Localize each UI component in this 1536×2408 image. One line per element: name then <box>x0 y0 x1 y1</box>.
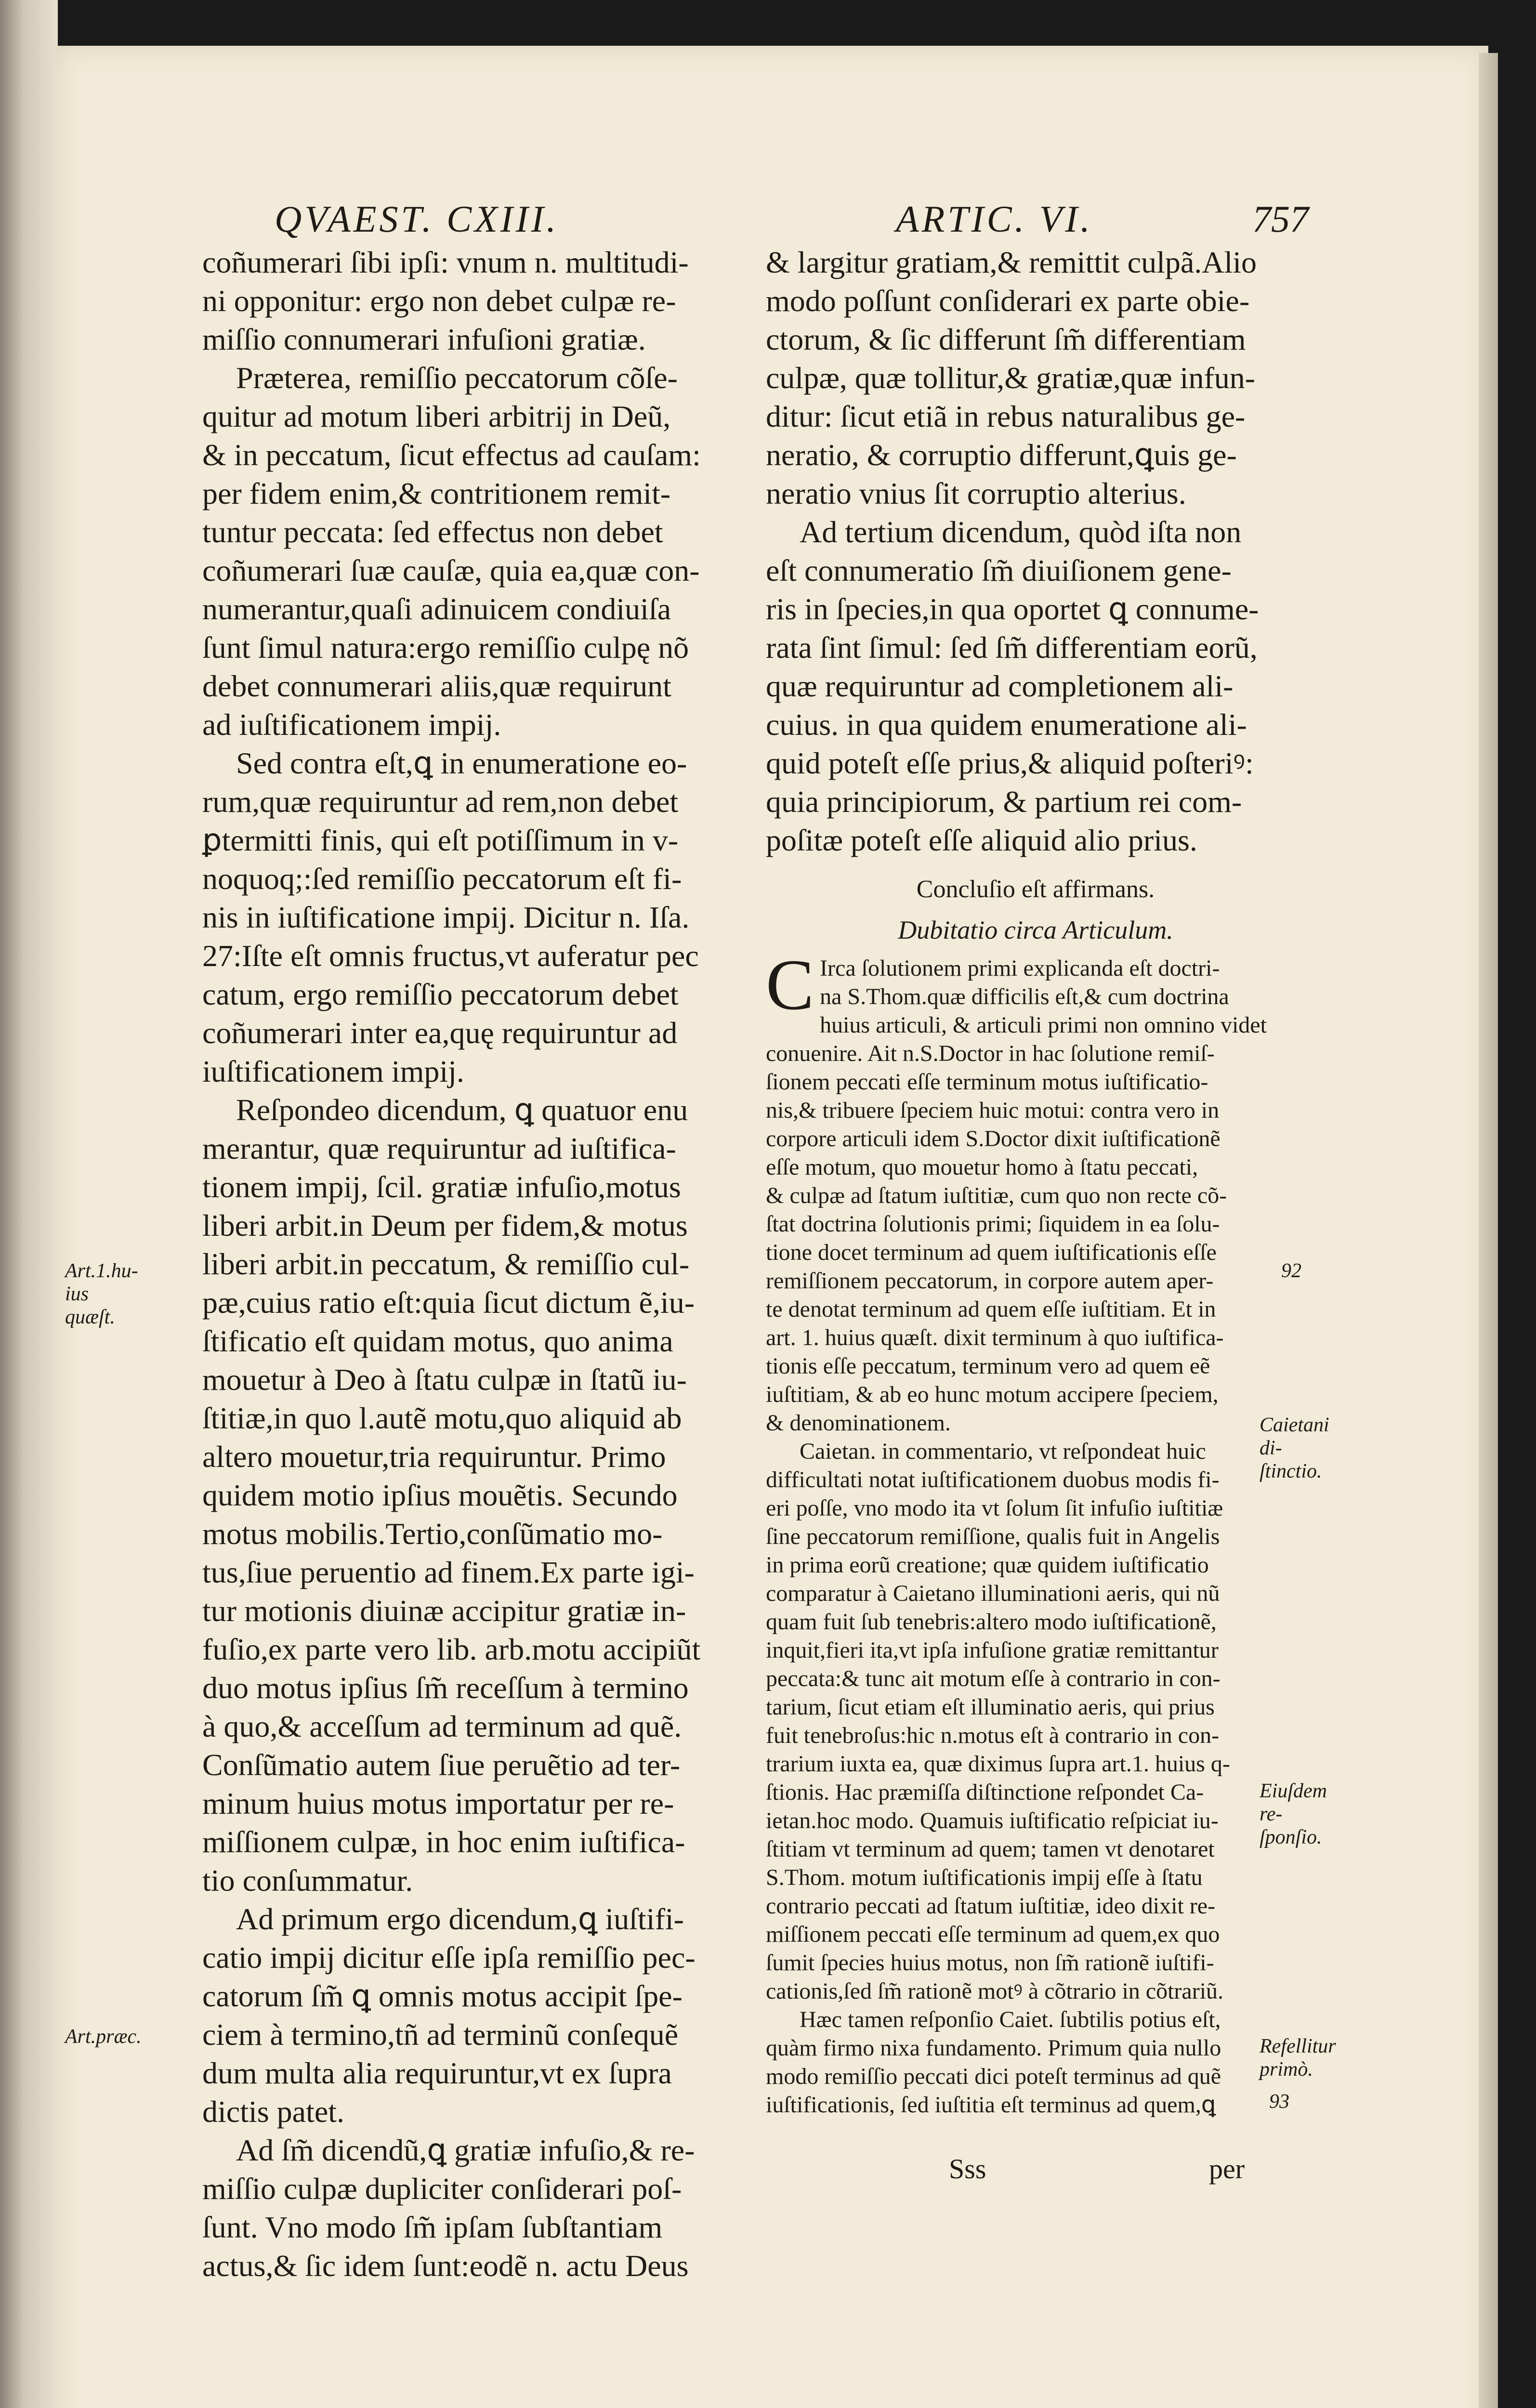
text-line: neratio, & corruptio differunt,ꝗuis ge- <box>766 438 1237 472</box>
text-line: liberi arbit.in peccatum, & remiſſio cul- <box>202 1247 690 1281</box>
text-line: eſt connumeratio ſm̃ diuiſionem gene- <box>766 553 1232 588</box>
catchword: per <box>1209 2153 1245 2185</box>
text-line: rum,quæ requiruntur ad rem,non debet <box>202 785 679 819</box>
text-line: & culpæ ad ſtatum iuſtitiæ, cum quo non recte cõ- <box>766 1183 1227 1208</box>
drop-cap: C <box>766 945 814 1025</box>
text-line: tur motionis diuinæ accipitur gratiæ in- <box>202 1594 686 1628</box>
text-line: quam fuit ſub tenebris:altero modo iuſtificationẽ, <box>766 1609 1217 1635</box>
margin-note-art-prec: Art.præc. <box>65 2026 142 2048</box>
signature-mark: Sss <box>949 2153 986 2185</box>
text-line: minum huius motus importatur per re- <box>202 1786 674 1820</box>
margin-note-refellitur: Refellitur primò. <box>1260 2035 1336 2081</box>
text-line: modo remiſſio peccati dici poteſt terminus ad quẽ <box>766 2064 1221 2089</box>
text-line: Præterea, remiſſio peccatorum cõſe- <box>236 361 678 395</box>
text-line: ad iuſtificationem impij. <box>202 707 501 742</box>
text-line: nis in iuſtificatione impij. Dicitur n. Iſa. <box>202 900 690 934</box>
text-line: dum multa alia requiruntur,vt ex ſupra <box>202 2056 672 2090</box>
text-line: cuius. in qua quidem enumeratione ali- <box>766 707 1247 742</box>
text-line: motus mobilis.Tertio,conſũmatio mo- <box>202 1517 663 1551</box>
text-line: debet connumerari aliis,quæ requirunt <box>202 669 671 703</box>
margin-note-caietani: Caietani di-ſtinctio. <box>1260 1414 1329 1482</box>
text-line: S.Thom. motum iuſtificationis impij eſſe à ſtatu <box>766 1865 1203 1890</box>
book-page <box>55 46 1488 2408</box>
text-line: rata ſint ſimul: ſed ſm̃ differentiam eorũ, <box>766 630 1258 665</box>
text-line: trarium iuxta ea, quæ diximus ſupra art.1. huius q- <box>766 1751 1230 1777</box>
column-right-text <box>766 243 1305 860</box>
text-line: quæ requiruntur ad completionem ali- <box>766 669 1234 703</box>
margin-note-art1: Art.1.hu-ius quæſt. <box>65 1260 138 1328</box>
text-line: nis,& tribuere ſpeciem huic motui: contra vero in <box>766 1098 1220 1123</box>
text-line: coñumerari ſuæ cauſæ, quia ea,quæ con- <box>202 553 700 588</box>
column-left <box>202 243 751 2285</box>
text-line: art. 1. huius quæſt. dixit terminum à quo iuſtifica- <box>766 1325 1224 1350</box>
text-line: ſtat doctrina ſolutionis primi; ſiquidem in ea ſolu- <box>766 1211 1220 1237</box>
text-line: comparatur à Caietano illuminationi aeris, qui nũ <box>766 1581 1220 1606</box>
text-line: ſunt ſimul natura:ergo remiſſio culpę nõ <box>202 630 689 665</box>
text-line: huius articuli, & articuli primi non omnino videt <box>820 1012 1267 1038</box>
text-line: na S.Thom.quæ difficilis eſt,& cum doctrina <box>820 984 1229 1009</box>
text-line: & in peccatum, ſicut effectus ad cauſam: <box>202 438 701 472</box>
text-line: ietan.hoc modo. Quamuis iuſtificatio reſpiciat iu- <box>766 1808 1219 1833</box>
text-line: ſumit ſpecies huius motus, non ſm̃ rationẽ iuſtifi- <box>766 1950 1214 1976</box>
page-fore-edge <box>1479 53 1498 2408</box>
text-line: Hæc tamen reſponſio Caiet. ſubtilis potius eſt, <box>800 2007 1221 2032</box>
text-line: poſitæ poteſt eſſe aliquid alio prius. <box>766 823 1197 857</box>
text-line: noquoq;:ſed remiſſio peccatorum eſt fi- <box>202 862 682 896</box>
text-line: liberi arbit.in Deum per fidem,& motus <box>202 1208 688 1243</box>
text-line: 27:Iſte eſt omnis fructus,vt auferatur pec <box>202 939 699 973</box>
text-line: & denominationem. <box>766 1410 951 1436</box>
conclusio-line: Concluſio eſt affirmans. <box>916 876 1155 903</box>
text-line: ſine peccatorum remiſſione, qualis fuit in Angelis <box>766 1524 1220 1549</box>
text-line: quia principiorum, & partium rei com- <box>766 785 1242 819</box>
running-head-question: QVAEST. CXIII. <box>275 198 559 240</box>
text-line: Ad primum ergo dicendum,ꝗ iuſtifi- <box>236 1902 684 1936</box>
text-line: ctorum, & ſic differunt ſm̃ differentiam <box>766 322 1246 356</box>
text-line: Ad tertium dicendum, quòd iſta non <box>800 515 1242 549</box>
text-line: ris in ſpecies,in qua oportet ꝗ connume- <box>766 592 1259 626</box>
page-number: 757 <box>1252 198 1309 240</box>
text-line: cationis,ſed ſm̃ rationẽ motꝰ à cõtrario in cõtrariũ. <box>766 1978 1224 2004</box>
text-line: tarium, ſicut etiam eſt illuminatio aeris, qui prius <box>766 1694 1215 1720</box>
margin-note-92: 92 <box>1281 1260 1301 1282</box>
text-line: culpæ, quæ tollitur,& gratiæ,quæ infun- <box>766 361 1256 395</box>
text-line: Reſpondeo dicendum, ꝗ quatuor enu <box>236 1093 688 1127</box>
text-line: inquit,fieri ita,vt ipſa infuſione gratiæ remittantur <box>766 1637 1219 1663</box>
text-line: ꝑtermitti finis, qui eſt potiſſimum in v- <box>202 823 679 857</box>
text-line: ni opponitur: ergo non debet culpæ re- <box>202 284 676 318</box>
text-line: neratio vnius ſit corruptio alterius. <box>766 476 1186 510</box>
text-line: iuſtificationis, ſed iuſtitia eſt terminus ad quem,ꝗ <box>766 2092 1216 2118</box>
text-line: Caietan. in commentario, vt reſpondeat huic <box>800 1439 1206 1464</box>
text-line: quàm firmo nixa fundamento. Primum quia nullo <box>766 2035 1221 2061</box>
text-line: in prima eorũ creatione; quæ quidem iuſtificatio <box>766 1552 1209 1578</box>
margin-note-eiusdem: Eiuſdem re-ſponſio. <box>1260 1780 1327 1848</box>
text-line: tionis eſſe peccatum, terminum vero ad quem eẽ <box>766 1353 1210 1379</box>
text-line: conuenire. Ait n.S.Doctor in hac ſolutione remiſ- <box>766 1041 1215 1066</box>
text-line: ſtitiam vt terminum ad quem; tamen vt denotaret <box>766 1836 1215 1862</box>
text-line: remiſſionem peccatorum, in corpore autem aper- <box>766 1268 1214 1294</box>
text-line: tione docet terminum ad quem iuſtificationis eſſe <box>766 1240 1217 1265</box>
text-line: Ad ſm̃ dicendũ,ꝗ gratiæ infuſio,& re- <box>236 2133 695 2167</box>
text-line: miſſionem peccati eſſe terminum ad quem,ex quo <box>766 1922 1220 1947</box>
running-head-article: ARTIC. VI. <box>896 198 1093 240</box>
column-right <box>766 243 1305 2119</box>
text-line: quitur ad motum liberi arbitrij in Deũ, <box>202 399 671 433</box>
text-line: quidem motio ipſius mouẽtis. Secundo <box>202 1478 678 1512</box>
text-line: numerantur,quaſi adinuicem condiuiſa <box>202 592 671 626</box>
text-line: tionem impij, ſcil. gratiæ infuſio,motus <box>202 1170 681 1204</box>
text-line: miſſio connumerari infuſioni gratiæ. <box>202 322 646 356</box>
text-line: Conſũmatio autem ſiue peruẽtio ad ter- <box>202 1748 681 1782</box>
text-line: altero mouetur,tria requiruntur. Primo <box>202 1440 666 1474</box>
text-line: eri poſſe, vno modo ita vt ſolum ſit infuſio iuſtitiæ <box>766 1495 1223 1521</box>
text-line: catio impij dicitur eſſe ipſa remiſſio pec- <box>202 1940 696 1975</box>
text-line: corpore articuli idem S.Doctor dixit iuſtificationẽ <box>766 1126 1221 1152</box>
column-left-lines <box>202 243 751 2285</box>
text-line: Irca ſolutionem primi explicanda eſt doctri- <box>820 955 1220 981</box>
text-line: ditur: ſicut etiã in rebus naturalibus ge- <box>766 399 1246 433</box>
text-line: fuſio,ex parte vero lib. arb.motu accipiũt <box>202 1632 701 1666</box>
text-line: coñumerari inter ea,quę requiruntur ad <box>202 1016 678 1050</box>
text-line: actus,& ſic idem ſunt:eodẽ n. actu Deus <box>202 2249 689 2283</box>
text-line: peccata:& tunc ait motum eſſe à contrario in con- <box>766 1666 1221 1691</box>
text-line: merantur, quæ requiruntur ad iuſtifica- <box>202 1131 676 1165</box>
text-line: difficultati notat iuſtificationem duobus modis fi- <box>766 1467 1220 1492</box>
text-line: per fidem enim,& contritionem remit- <box>202 476 671 510</box>
adjacent-page-edge <box>0 0 58 2408</box>
text-line: ſtificatio eſt quidam motus, quo anima <box>202 1324 673 1358</box>
text-line: iuſtificationem impij. <box>202 1054 464 1088</box>
text-line: quid poteſt eſſe prius,& aliquid poſteriꝰ: <box>766 746 1254 780</box>
text-line: & largitur gratiam,& remittit culpã.Alio <box>766 245 1257 279</box>
text-line: eſſe motum, quo mouetur homo à ſtatu peccati, <box>766 1154 1198 1180</box>
text-line: tuntur peccata: ſed effectus non debet <box>202 515 663 549</box>
dubitatio-heading: Dubitatio circa Articulum. <box>898 916 1173 944</box>
text-line: mouetur à Deo à ſtatu culpæ in ſtatũ iu- <box>202 1362 687 1397</box>
text-line: coñumerari ſibi ipſi: vnum n. multitudi- <box>202 245 689 279</box>
text-line: ſtitiæ,in quo l.autẽ motu,quo aliquid ab <box>202 1401 682 1435</box>
text-line: pæ,cuius ratio eſt:quia ſicut dictum ẽ,iu- <box>202 1285 695 1320</box>
text-line: Sed contra eſt,ꝗ in enumeratione eo- <box>236 746 687 780</box>
commentary-text <box>766 945 1305 2119</box>
text-line: à quo,& acceſſum ad terminum ad quẽ. <box>202 1709 682 1743</box>
margin-note-93: 93 <box>1269 2091 1289 2113</box>
text-line: catum, ergo remiſſio peccatorum debet <box>202 977 679 1011</box>
text-line: iuſtitiam, & ab eo hunc motum accipere ſpeciem, <box>766 1382 1219 1407</box>
text-line: duo motus ipſius ſm̃ receſſum à termino <box>202 1671 689 1705</box>
text-line: ſtionis. Hac præmiſſa diſtinctione reſpondet Ca- <box>766 1780 1204 1805</box>
text-line: fuit tenebroſus:hic n.motus eſt à contrario in con- <box>766 1723 1220 1748</box>
text-line: tus,ſiue peruentio ad finem.Ex parte igi- <box>202 1555 695 1589</box>
text-line: contrario peccati ad ſtatum iuſtitiæ, ideo dixit re- <box>766 1893 1216 1919</box>
text-line: catorum ſm̃ ꝗ omnis motus accipit ſpe- <box>202 1979 683 2013</box>
text-line: ſunt. Vno modo ſm̃ ipſam ſubſtantiam <box>202 2210 663 2244</box>
text-line: miſſio culpæ dupliciter conſiderari poſ- <box>202 2172 682 2206</box>
text-line: tio conſummatur. <box>202 1863 413 1898</box>
text-line: ſionem peccati eſſe terminum motus iuſtificatio- <box>766 1069 1208 1095</box>
text-line: ciem à termino,tñ ad terminũ conſequẽ <box>202 2017 679 2052</box>
text-line: modo poſſunt conſiderari ex parte obie- <box>766 284 1250 318</box>
text-line: dictis patet. <box>202 2094 345 2129</box>
text-line: te denotat terminum ad quem eſſe iuſtitiam. Et in <box>766 1296 1216 1322</box>
text-line: miſſionem culpæ, in hoc enim iuſtifica- <box>202 1825 685 1859</box>
